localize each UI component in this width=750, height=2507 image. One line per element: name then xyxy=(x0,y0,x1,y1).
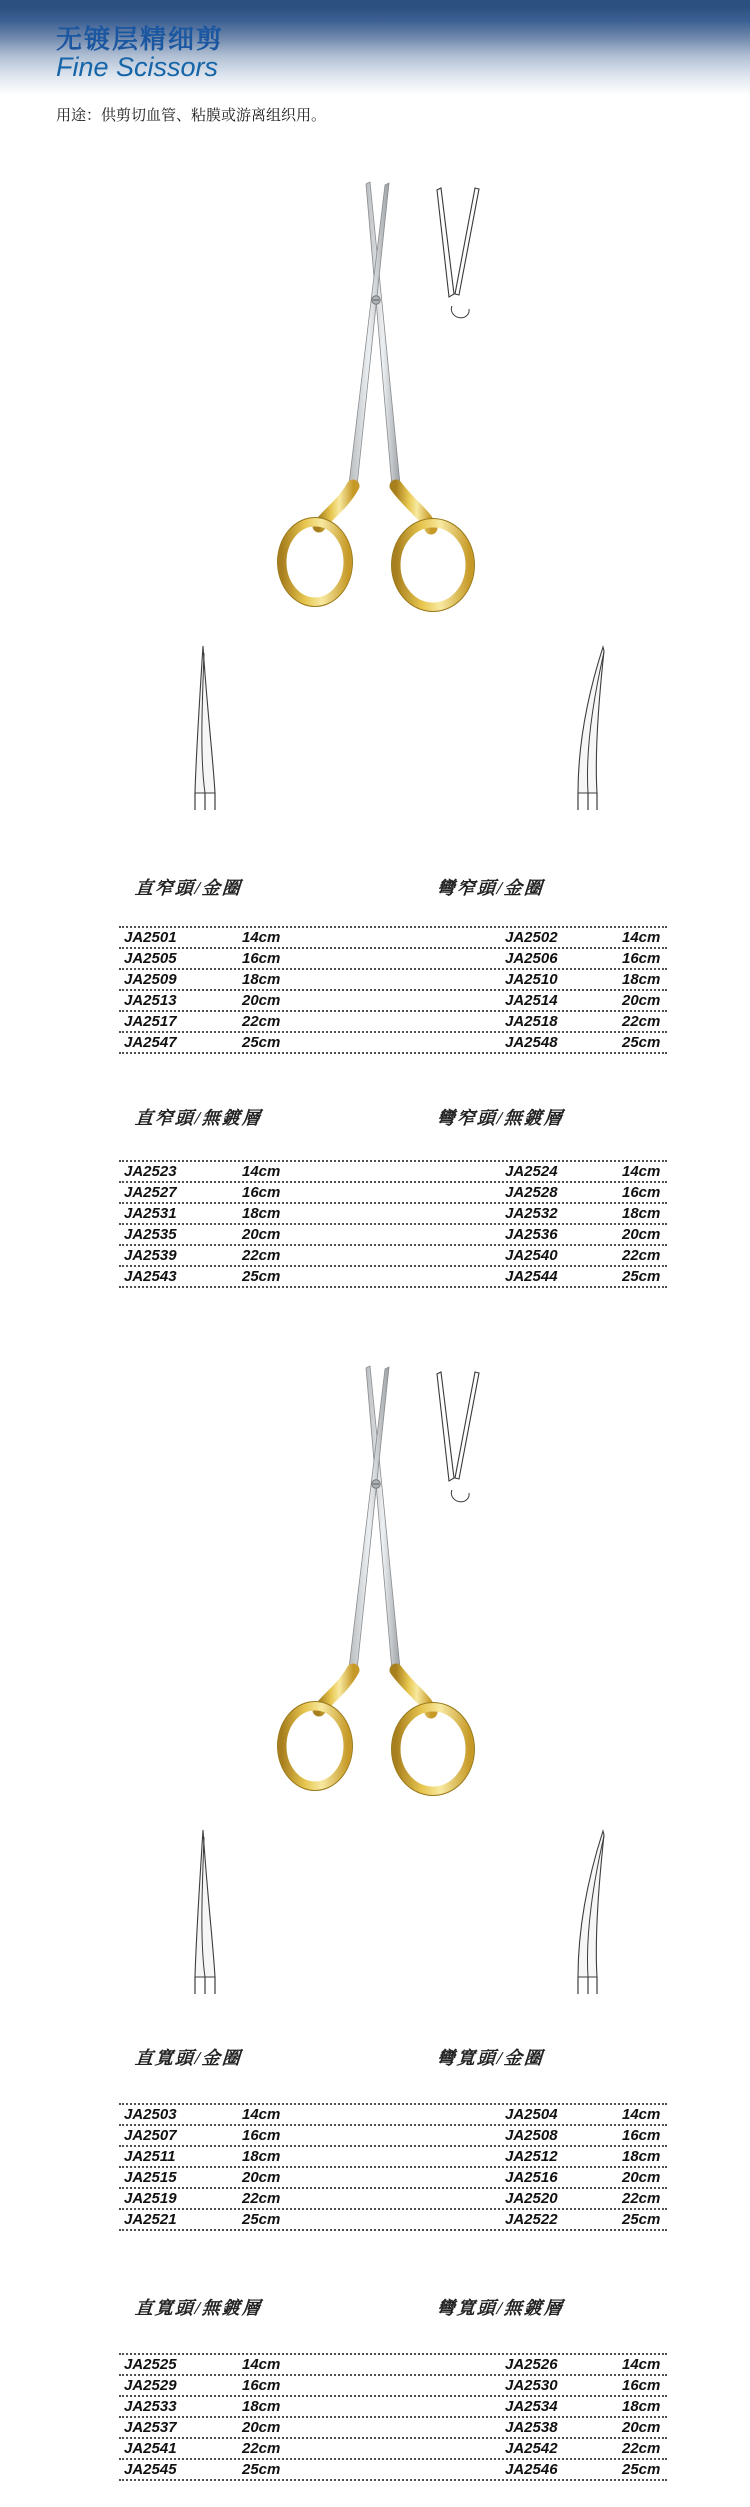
product-size: 22cm xyxy=(242,2190,281,2207)
product-size: 25cm xyxy=(242,2211,281,2228)
product-code: JA2502 xyxy=(505,929,558,946)
product-table xyxy=(119,2103,667,2231)
product-size: 25cm xyxy=(242,1268,281,1285)
product-code: JA2531 xyxy=(124,1205,177,1222)
product-size: 20cm xyxy=(622,1226,661,1243)
table-row xyxy=(119,991,667,1012)
product-code: JA2506 xyxy=(505,950,558,967)
product-table xyxy=(119,1160,667,1288)
product-code: JA2533 xyxy=(124,2398,177,2415)
product-figure-narrow-head xyxy=(0,148,750,808)
product-size: 20cm xyxy=(242,1226,281,1243)
product-code: JA2510 xyxy=(505,971,558,988)
product-table xyxy=(119,926,667,1054)
product-size: 14cm xyxy=(622,2106,661,2123)
product-size: 25cm xyxy=(242,2461,281,2478)
table-group-narrow-uncoated xyxy=(0,1100,750,1288)
product-size: 20cm xyxy=(622,2169,661,2186)
product-code: JA2521 xyxy=(124,2211,177,2228)
page-header-band xyxy=(0,0,750,100)
product-size: 22cm xyxy=(622,2440,661,2457)
product-code: JA2545 xyxy=(124,2461,177,2478)
product-table xyxy=(119,2353,667,2481)
product-code: JA2522 xyxy=(505,2211,558,2228)
product-code: JA2508 xyxy=(505,2127,558,2144)
product-code: JA2534 xyxy=(505,2398,558,2415)
product-size: 16cm xyxy=(242,950,281,967)
product-size: 20cm xyxy=(242,2169,281,2186)
product-code: JA2547 xyxy=(124,1034,177,1051)
table-row xyxy=(119,2189,667,2210)
product-code: JA2540 xyxy=(505,1247,558,1264)
product-size: 25cm xyxy=(622,1268,661,1285)
product-code: JA2501 xyxy=(124,929,177,946)
table-row xyxy=(119,1267,667,1288)
product-code: JA2519 xyxy=(124,2190,177,2207)
product-size: 14cm xyxy=(622,1163,661,1180)
table-row xyxy=(119,2418,667,2439)
table-row xyxy=(119,1033,667,1054)
table-row xyxy=(119,2147,667,2168)
product-size: 14cm xyxy=(242,1163,281,1180)
product-code: JA2511 xyxy=(124,2148,176,2165)
product-size: 14cm xyxy=(242,929,281,946)
table-row xyxy=(119,970,667,991)
product-code: JA2512 xyxy=(505,2148,558,2165)
product-size: 20cm xyxy=(242,2419,281,2436)
table-row xyxy=(119,2168,667,2189)
table-row xyxy=(119,2397,667,2418)
product-size: 16cm xyxy=(622,1184,661,1201)
table-row xyxy=(119,2355,667,2376)
product-size: 16cm xyxy=(242,1184,281,1201)
product-size: 22cm xyxy=(242,1247,281,1264)
scissors-photo-and-sketches xyxy=(0,148,750,813)
table-group-narrow-gold-ring xyxy=(0,870,750,1054)
product-size: 18cm xyxy=(242,971,281,988)
product-size: 14cm xyxy=(242,2356,281,2373)
page-title-chinese: 无镀层精细剪 xyxy=(56,24,225,54)
product-code: JA2544 xyxy=(505,1268,558,1285)
product-size: 25cm xyxy=(242,1034,281,1051)
product-code: JA2520 xyxy=(505,2190,558,2207)
product-size: 16cm xyxy=(622,2127,661,2144)
product-size: 20cm xyxy=(242,992,281,1009)
table-row xyxy=(119,2439,667,2460)
table-row xyxy=(119,1204,667,1225)
table-row xyxy=(119,949,667,970)
product-size: 18cm xyxy=(622,1205,661,1222)
column-header-straight-narrow-uncoated: 直窄頭/無鍍層 xyxy=(134,1108,263,1128)
product-code: JA2503 xyxy=(124,2106,177,2123)
product-code: JA2535 xyxy=(124,1226,177,1243)
page-title-english: Fine Scissors xyxy=(56,52,219,83)
product-size: 18cm xyxy=(622,2398,661,2415)
product-code: JA2542 xyxy=(505,2440,558,2457)
product-size: 22cm xyxy=(622,1013,661,1030)
product-size: 25cm xyxy=(622,2461,661,2478)
column-header-curved-wide-gold: 彎寬頭/金圈 xyxy=(436,2048,545,2068)
product-size: 18cm xyxy=(242,2398,281,2415)
product-code: JA2507 xyxy=(124,2127,177,2144)
column-header-straight-narrow-gold: 直窄頭/金圈 xyxy=(134,878,243,898)
product-code: JA2518 xyxy=(505,1013,558,1030)
product-code: JA2525 xyxy=(124,2356,177,2373)
product-size: 22cm xyxy=(622,2190,661,2207)
product-size: 16cm xyxy=(622,2377,661,2394)
product-code: JA2523 xyxy=(124,1163,177,1180)
product-code: JA2509 xyxy=(124,971,177,988)
column-header-straight-wide-gold: 直寬頭/金圈 xyxy=(134,2048,243,2068)
table-row xyxy=(119,1246,667,1267)
product-code: JA2505 xyxy=(124,950,177,967)
product-code: JA2538 xyxy=(505,2419,558,2436)
product-code: JA2504 xyxy=(505,2106,558,2123)
table-row xyxy=(119,2126,667,2147)
product-code: JA2517 xyxy=(124,1013,177,1030)
product-size: 18cm xyxy=(242,1205,281,1222)
table-row xyxy=(119,2105,667,2126)
product-code: JA2527 xyxy=(124,1184,177,1201)
product-code: JA2537 xyxy=(124,2419,177,2436)
table-row xyxy=(119,1162,667,1183)
product-size: 16cm xyxy=(622,950,661,967)
product-code: JA2532 xyxy=(505,1205,558,1222)
product-code: JA2546 xyxy=(505,2461,558,2478)
product-code: JA2543 xyxy=(124,1268,177,1285)
table-group-wide-gold-ring xyxy=(0,2040,750,2231)
product-code: JA2530 xyxy=(505,2377,558,2394)
product-size: 18cm xyxy=(242,2148,281,2165)
product-code: JA2529 xyxy=(124,2377,177,2394)
scissors-photo-and-sketches xyxy=(0,1332,750,1997)
product-size: 20cm xyxy=(622,2419,661,2436)
column-header-straight-wide-uncoated: 直寬頭/無鍍層 xyxy=(134,2298,263,2318)
product-size: 22cm xyxy=(622,1247,661,1264)
product-code: JA2541 xyxy=(124,2440,177,2457)
product-size: 22cm xyxy=(242,2440,281,2457)
table-row xyxy=(119,2210,667,2231)
usage-description: 用途：供剪切血管、粘膜或游离组织用。 xyxy=(56,107,327,124)
product-code: JA2513 xyxy=(124,992,177,1009)
product-code: JA2539 xyxy=(124,1247,177,1264)
column-header-curved-wide-uncoated: 彎寬頭/無鍍層 xyxy=(436,2298,565,2318)
table-row xyxy=(119,928,667,949)
product-code: JA2524 xyxy=(505,1163,558,1180)
column-header-curved-narrow-uncoated: 彎窄頭/無鍍層 xyxy=(436,1108,565,1128)
column-header-curved-narrow-gold: 彎窄頭/金圈 xyxy=(436,878,545,898)
table-row xyxy=(119,1225,667,1246)
product-size: 14cm xyxy=(622,2356,661,2373)
product-code: JA2536 xyxy=(505,1226,558,1243)
product-code: JA2548 xyxy=(505,1034,558,1051)
product-size: 16cm xyxy=(242,2377,281,2394)
product-size: 25cm xyxy=(622,1034,661,1051)
table-row xyxy=(119,2460,667,2481)
product-size: 18cm xyxy=(622,2148,661,2165)
product-code: JA2528 xyxy=(505,1184,558,1201)
product-size: 20cm xyxy=(622,992,661,1009)
product-size: 14cm xyxy=(242,2106,281,2123)
table-row xyxy=(119,2376,667,2397)
product-code: JA2515 xyxy=(124,2169,177,2186)
table-row xyxy=(119,1012,667,1033)
product-size: 25cm xyxy=(622,2211,661,2228)
product-size: 18cm xyxy=(622,971,661,988)
product-figure-wide-head xyxy=(0,1332,750,1992)
product-size: 16cm xyxy=(242,2127,281,2144)
product-size: 14cm xyxy=(622,929,661,946)
product-size: 22cm xyxy=(242,1013,281,1030)
table-row xyxy=(119,1183,667,1204)
product-code: JA2526 xyxy=(505,2356,558,2373)
product-code: JA2516 xyxy=(505,2169,558,2186)
product-code: JA2514 xyxy=(505,992,558,1009)
table-group-wide-uncoated xyxy=(0,2290,750,2481)
